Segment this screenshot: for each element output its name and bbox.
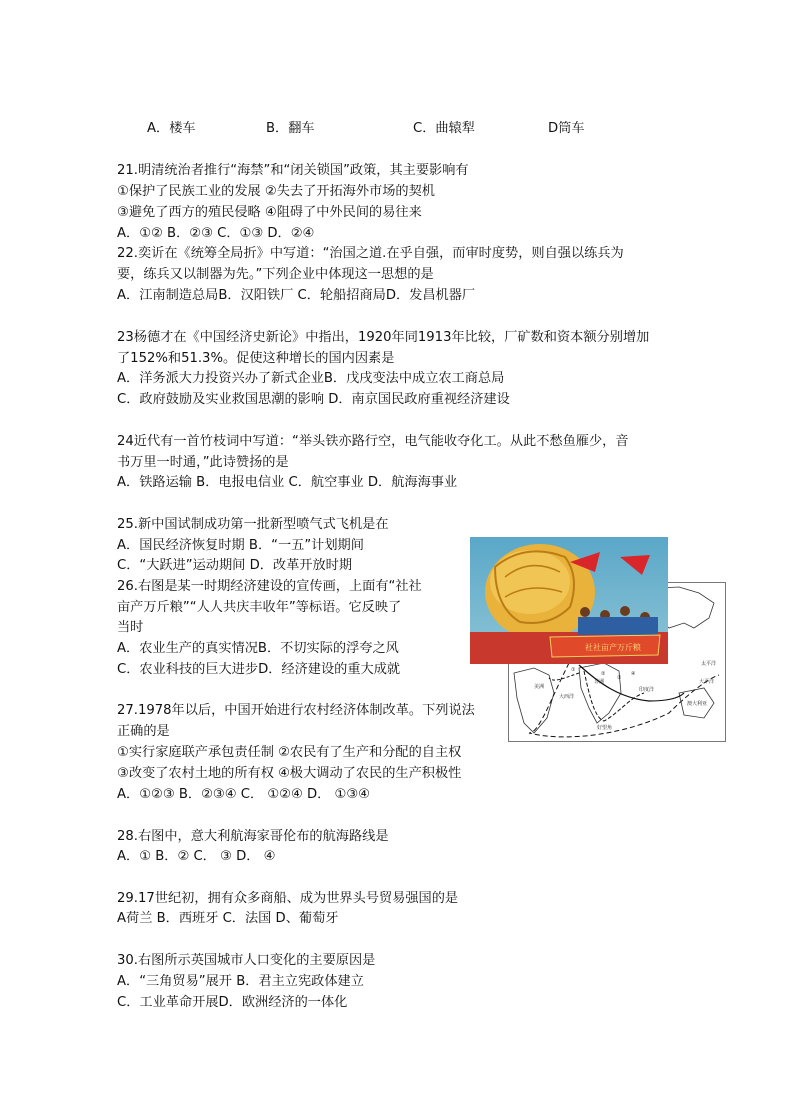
q30-options: A．“三角贸易”展开 B．君主立宪政体建立 bbox=[117, 974, 364, 989]
q28-stem: 28.右图中，意大利航海家哥伦布的航海路线是 bbox=[117, 829, 389, 844]
map-label: 澳大利亚 bbox=[687, 701, 708, 707]
q27-stem: 27.1978年以后，中国开始进行农村经济体制改革。下列说法 bbox=[117, 703, 475, 718]
q24-options: A．铁路运输 B．电报电信业 C．航空事业 D．航海海事业 bbox=[117, 475, 458, 490]
q20-option-b: B．翻车 bbox=[266, 121, 315, 136]
q29-options: A荷兰 B．西班牙 C．法国 D、葡萄牙 bbox=[117, 911, 339, 926]
map-label: 非洲 bbox=[594, 679, 605, 685]
q22-stem: 22.奕䜣在《统筹全局折》中写道：“治国之道.在乎自强，而审时度势，则自强以练兵为 bbox=[117, 246, 624, 261]
q25-stem: 25.新中国试制成功第一批新型喷气式飞机是在 bbox=[117, 517, 389, 532]
q20-option-a: A．楼车 bbox=[147, 121, 196, 136]
q21-options: A．①② B．②③ C．①③ D．②④ bbox=[117, 226, 315, 241]
q26-options: C．农业科技的巨大进步D．经济建设的重大成就 bbox=[117, 662, 401, 677]
route-marker: ② bbox=[601, 671, 606, 677]
q22-line: 要，练兵又以制器为先。”下列企业中体现这一思想的是 bbox=[117, 267, 434, 282]
q21-line: ①保护了民族工业的发展 ②失去了开拓海外市场的契机 bbox=[117, 184, 435, 199]
propaganda-poster bbox=[470, 537, 668, 664]
q28-options: A．① B．② C． ③ D． ④ bbox=[117, 849, 276, 864]
q20-option-d: D筒车 bbox=[548, 121, 585, 136]
q26-stem: 26.右图是某一时期经济建设的宣传画，上面有“社社 bbox=[117, 579, 422, 594]
q20-option-c: C．曲辕犁 bbox=[413, 121, 475, 136]
q25-options: A．国民经济恢复时期 B．“一五”计划期间 bbox=[117, 538, 364, 553]
q27-options: A．①②③ B．②③④ C． ①②④ D． ①③④ bbox=[117, 787, 371, 802]
route-marker: ③ bbox=[617, 675, 622, 681]
map-label: 大西洋 bbox=[559, 694, 575, 700]
q26-line: 当时 bbox=[117, 620, 144, 635]
q29-stem: 29.17世纪初，拥有众多商船、成为世界头号贸易强国的是 bbox=[117, 891, 459, 906]
map-label: 印度洋 bbox=[639, 687, 655, 693]
map-label: 大平洋 bbox=[699, 679, 715, 685]
q23-options: C．政府鼓励及实业救国思潮的影响 D．南京国民政府重视经济建设 bbox=[117, 392, 510, 407]
q27-line: ①实行家庭联产承包责任制 ②农民有了生产和分配的自主权 bbox=[117, 745, 462, 760]
q25-options: C．“大跃进”运动期间 D．改革开放时期 bbox=[117, 558, 353, 573]
q22-options: A．江南制造总局B．汉阳铁厂 C．轮船招商局D．发昌机器厂 bbox=[117, 288, 476, 303]
q24-stem: 24近代有一首竹枝词中写道：“举头铁亦路行空，电气能收夺化工。从此不愁鱼雁少，音 bbox=[117, 434, 629, 449]
q21-stem: 21.明清统治者推行“海禁”和“闭关锁国”政策，其主要影响有 bbox=[117, 163, 469, 178]
poster-banner-text: 社社亩产万斤粮 bbox=[585, 643, 641, 652]
q23-options: A．洋务派大力投资兴办了新式企业B．戊戌变法中成立农工商总局 bbox=[117, 371, 505, 386]
route-marker: ① bbox=[571, 667, 576, 673]
map-label: 好望角 bbox=[597, 725, 613, 731]
q21-line: ③避免了西方的殖民侵略 ④阻碍了中外民间的易往来 bbox=[117, 205, 422, 220]
route-marker: ④ bbox=[631, 671, 636, 677]
q23-line: 了152%和51.3%。促使这种增长的国内因素是 bbox=[117, 351, 395, 366]
q23-stem: 23杨德才在《中国经济史新论》中指出，1920年同1913年比较，厂矿数和资本额分别增加 bbox=[117, 330, 650, 345]
map-label: 美洲 bbox=[534, 684, 545, 690]
poster-drawing bbox=[470, 537, 668, 664]
q30-options: C．工业革命开展D．欧洲经济的一体化 bbox=[117, 995, 348, 1010]
q27-line: 正确的是 bbox=[117, 724, 170, 739]
q24-line: 书万里一时通，”此诗赞扬的是 bbox=[117, 455, 289, 470]
q27-line: ③改变了农村土地的所有权 ④极大调动了农民的生产积极性 bbox=[117, 766, 462, 781]
q30-stem: 30.右图所示英国城市人口变化的主要原因是 bbox=[117, 953, 376, 968]
map-label: 太平洋 bbox=[701, 661, 717, 667]
q26-line: 亩产万斤粮”“人人共庆丰收年”等标语。它反映了 bbox=[117, 600, 402, 615]
q26-options: A．农业生产的真实情况B．不切实际的浮夸之风 bbox=[117, 641, 399, 656]
